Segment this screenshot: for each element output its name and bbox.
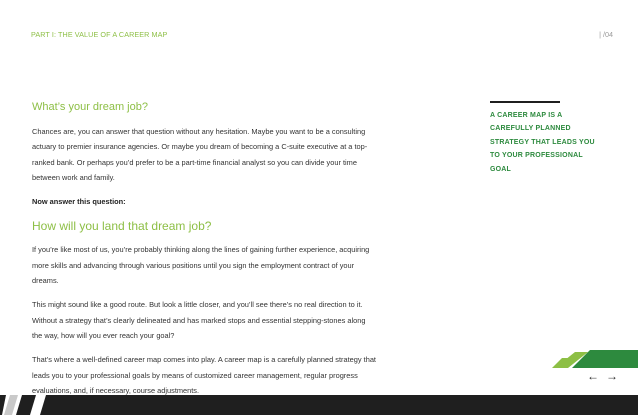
stripe-light-1 bbox=[4, 395, 18, 415]
paragraph-1: Chances are, you can answer that question without any hesitation. Maybe you want to be a consulting actuary to premier insurance agencies. Or maybe you dream of becoming a C-suite executive at a top-ranked bank. Or perhaps you’d prefer to be a part-time financial analyst so you can divide your time between work and family. bbox=[32, 127, 368, 182]
paragraph-4: That’s where a well-defined career map comes into play. A career map is a carefully planned strategy that leads you to your professional goals by means of customized career management, regular progress evaluations, and, if necessary, course adjustments. bbox=[32, 355, 376, 395]
bold-prompt: Now answer this question: bbox=[32, 197, 126, 207]
paragraph-3: This might sound like a good route. But look a little closer, and you’ll see there’s no real direction to it. Without a strategy that’s clearly delineated and has marked stops and essential stepping-stones along the way, how will you ever reach your goal? bbox=[32, 300, 366, 340]
arrow-left-icon[interactable]: ← bbox=[587, 369, 599, 383]
dream-job-heading: What’s your dream job? bbox=[32, 101, 148, 113]
land-job-heading: How will you land that dream job? bbox=[32, 219, 212, 234]
page-navigation bbox=[587, 370, 618, 382]
page-number-separator: | bbox=[599, 30, 601, 39]
pullquote: A CAREER MAP IS A CAREFULLY PLANNED STRATEGY THAT LEADS YOU TO YOUR PROFESSIONAL GOAL bbox=[490, 111, 595, 173]
stripe-dark-3 bbox=[40, 395, 638, 415]
paragraph-2: If you’re like most of us, you’re probably thinking along the lines of gaining further experience, acquiring more skills and advancing through various positions until you sign the employment contract of your dreams. bbox=[32, 245, 370, 286]
page-number-text: /04 bbox=[603, 30, 613, 39]
arrow-right-icon[interactable]: → bbox=[606, 369, 618, 383]
stripe-dark-2 bbox=[16, 395, 36, 415]
section-label: PART I: THE VALUE OF A CAREER MAP bbox=[31, 30, 168, 39]
